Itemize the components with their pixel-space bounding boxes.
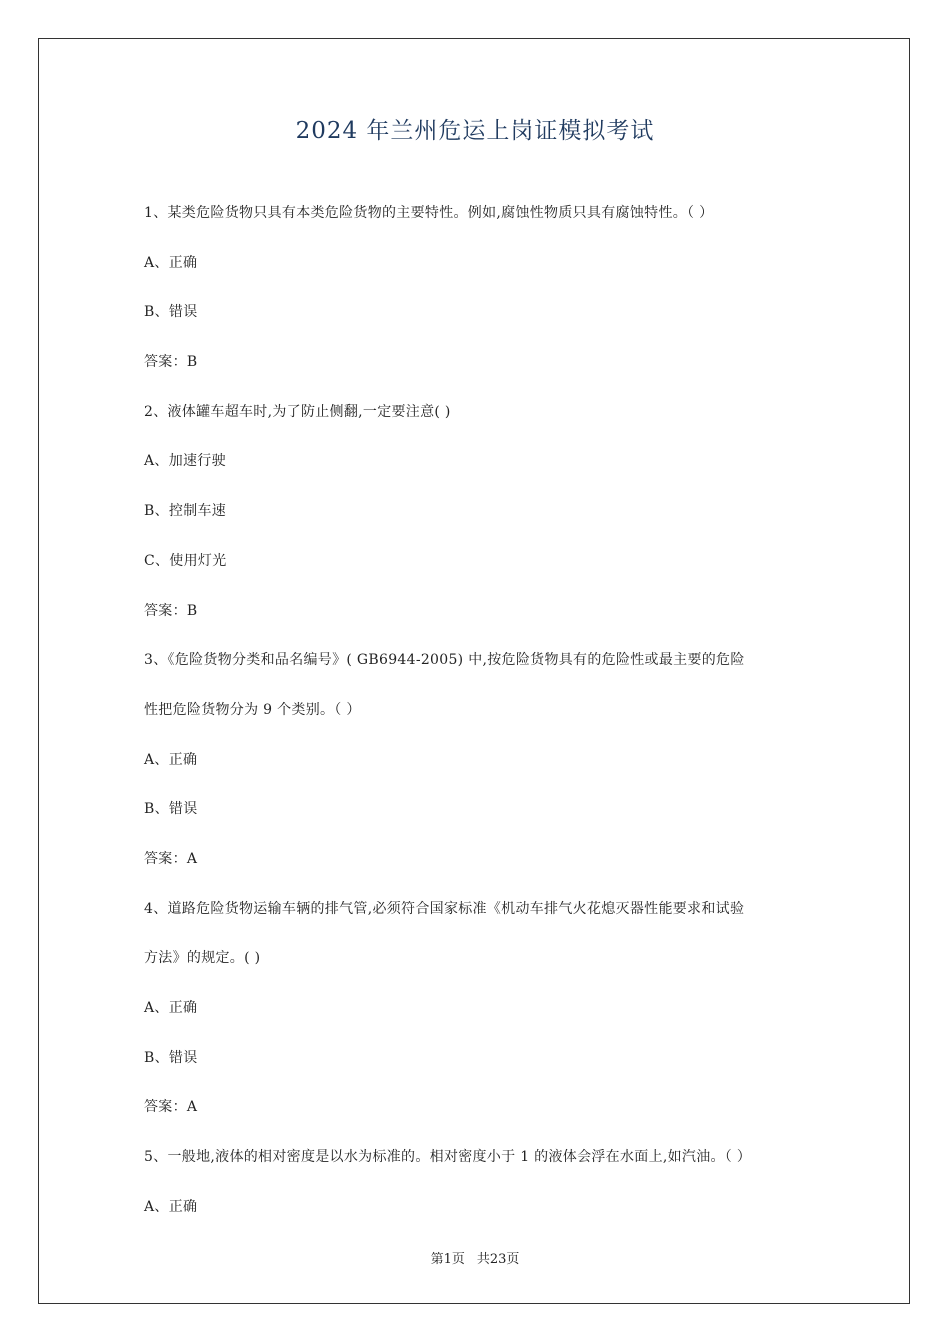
option-line: B、错误 <box>144 801 198 818</box>
option-line: B、控制车速 <box>144 503 227 520</box>
option-line: A、正确 <box>144 1000 198 1016</box>
page-number: 第1页 <box>430 1252 465 1267</box>
page-footer <box>0 1248 950 1267</box>
question-4-continued: 方法》的规定。( ) <box>144 950 261 967</box>
question-3: 3、《危险货物分类和品名编号》( GB6944-2005) 中,按危险货物具有的危险性或最主要的危险 <box>144 652 745 669</box>
option-line: C、使用灯光 <box>144 552 227 569</box>
page-total: 共23页 <box>476 1252 520 1267</box>
answer-line: 答案：A <box>144 1099 198 1116</box>
answer-line: 答案：B <box>144 354 198 371</box>
option-line: B、错误 <box>144 1049 198 1066</box>
question-1: 1、某类危险货物只具有本类危险货物的主要特性。例如,腐蚀性物质只具有腐蚀特性。（ ） <box>144 205 714 221</box>
question-2: 2、液体罐车超车时,为了防止侧翻,一定要注意( ) <box>144 403 451 420</box>
question-4: 4、道路危险货物运输车辆的排气管,必须符合国家标准《机动车排气火花熄灭器性能要求和试验 <box>144 900 745 917</box>
option-line: A、正确 <box>144 751 198 768</box>
option-line: A、加速行驶 <box>144 453 226 470</box>
option-line: B、错误 <box>144 304 198 321</box>
answer-line: 答案：A <box>144 850 198 867</box>
option-line: A、正确 <box>144 1198 198 1215</box>
question-5: 5、一般地,液体的相对密度是以水为标准的。相对密度小于 1 的液体会浮在水面上,如汽油。（ ） <box>144 1149 752 1166</box>
question-list <box>144 198 824 1241</box>
document-title: 2024 年兰州危运上岗证模拟考试 <box>295 118 655 144</box>
option-line: A、正确 <box>144 254 198 271</box>
question-3-continued: 性把危险货物分为 9 个类别。（ ） <box>144 701 361 718</box>
answer-line: 答案：B <box>144 602 198 619</box>
